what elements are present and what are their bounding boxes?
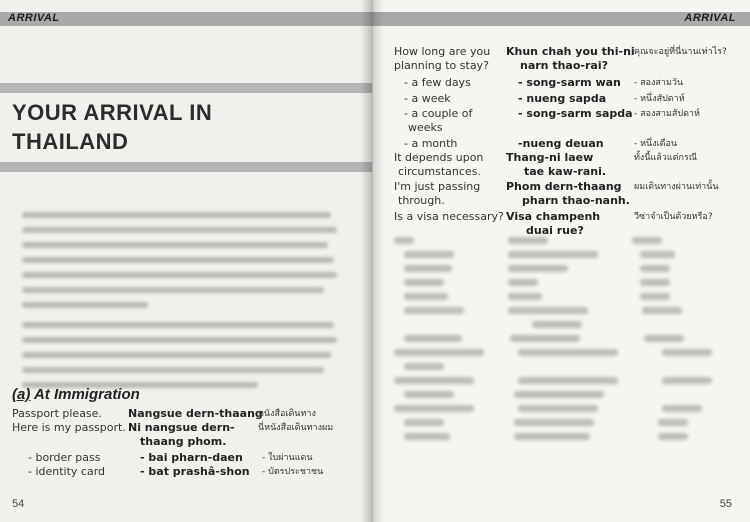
phrase-transliteration: Thang-ni laew	[506, 151, 594, 164]
phrase-english: How long are you	[394, 45, 491, 58]
phrase-row	[28, 464, 105, 480]
page-number: 55	[719, 498, 732, 510]
phrase-transliteration: -nueng deuan	[518, 137, 604, 150]
phrase-row	[634, 150, 697, 166]
phrase-thai-text: ผมเดินทางผ่านเท่านั้น	[634, 182, 719, 192]
phrase-english: - a couple of	[404, 107, 473, 120]
phrase-row	[520, 58, 608, 74]
phrase-transliteration: - song-sarm sapda	[518, 107, 633, 120]
phrase-row	[518, 91, 606, 107]
phrase-row	[634, 179, 719, 195]
page-number: 54	[12, 498, 25, 510]
left-header-label: ARRIVAL	[8, 12, 60, 24]
right-page	[372, 0, 750, 522]
phrase-english: - a few days	[404, 76, 471, 89]
chapter-title-line1: YOUR ARRIVAL IN	[12, 100, 213, 125]
phrase-thai	[258, 420, 333, 436]
phrase-english: through.	[398, 194, 445, 207]
phrase-thai-text: วีซ่าจำเป็นด้วยหรือ?	[634, 212, 713, 222]
section-label: (a)	[12, 386, 31, 403]
title-top-rule	[0, 83, 372, 93]
phrase-row	[522, 193, 630, 209]
chapter-title	[12, 98, 332, 156]
phrase-thai-text: - ใบผ่านแดน	[262, 453, 313, 463]
phrase-row	[634, 91, 685, 107]
phrase-row	[408, 120, 443, 136]
phrase-english: - identity card	[28, 465, 106, 478]
phrase-english: - a week	[404, 92, 451, 105]
phrase-thai-text: - หนึ่งสัปดาห์	[634, 94, 685, 104]
blurred-paragraph	[22, 203, 337, 397]
phrase-transliteration: duai rue?	[526, 224, 584, 237]
phrase-transliteration: Nangsue dern-thaang	[128, 407, 263, 420]
phrase-english: It depends upon	[394, 151, 484, 164]
section-heading	[12, 386, 140, 403]
phrase-row	[404, 75, 471, 91]
phrase-english: Passport please.	[12, 407, 102, 420]
phrase-english: planning to stay?	[394, 59, 489, 72]
phrase-transliteration: tae kaw-rani.	[524, 165, 607, 178]
phrase-english: Here is my passport.	[12, 421, 126, 434]
section-title: At Immigration	[33, 386, 140, 403]
phrase-english: I'm just passing	[394, 180, 481, 193]
phrase-transliteration: Khun chah you thi-ni	[506, 45, 635, 58]
phrase-thai-text: - สองสามวัน	[634, 78, 684, 88]
phrase-transliteration: - bai pharn-daen	[140, 451, 243, 464]
title-bottom-rule	[0, 162, 372, 172]
phrase-row	[398, 164, 481, 180]
book-gutter	[360, 0, 384, 522]
phrase-english: weeks	[408, 121, 443, 134]
phrase-row	[524, 164, 606, 180]
phrase-row	[518, 106, 633, 122]
phrase-row	[398, 193, 445, 209]
phrase-translit	[140, 434, 226, 450]
phrase-row	[634, 209, 713, 225]
phrase-transliteration: Ni nangsue dern-	[128, 421, 235, 434]
phrase-translit	[140, 464, 250, 480]
phrase-thai-text: - บัตรประชาชน	[262, 467, 324, 477]
phrase-row	[634, 106, 700, 122]
phrase-english: - border pass	[28, 451, 101, 464]
phrase-thai-text: คุณจะอยู่ที่นี่นานเท่าไร?	[634, 47, 727, 57]
phrase-row	[634, 44, 727, 60]
phrase-english: circumstances.	[398, 165, 481, 178]
phrase-transliteration: Phom dern-thaang	[506, 180, 622, 193]
phrase-row	[12, 420, 126, 436]
phrase-row	[394, 209, 504, 225]
phrase-row	[394, 58, 489, 74]
left-page	[0, 0, 372, 522]
phrase-row	[518, 75, 621, 91]
phrase-thai-text: นี่หนังสือเดินทางผม	[258, 423, 334, 433]
chapter-title-line2: THAILAND	[12, 129, 129, 154]
phrase-transliteration: - bat prashâ-shon	[140, 465, 250, 478]
right-header-label: ARRIVAL	[684, 12, 736, 24]
phrase-thai-text: หนังสือเดินทาง	[258, 409, 316, 419]
phrase-transliteration: pharn thao-nanh.	[522, 194, 630, 207]
phrase-thai-text: ทั้งนี้แล้วแต่กรณี	[634, 153, 698, 163]
phrase-thai-text: - หนึ่งเดือน	[634, 139, 678, 149]
phrase-english: Is a visa necessary?	[394, 210, 504, 223]
phrase-transliteration: - nueng sapda	[518, 92, 607, 105]
phrase-transliteration: narn thao-rai?	[520, 59, 608, 72]
phrase-row	[634, 75, 683, 91]
phrase-row	[404, 91, 451, 107]
phrase-transliteration: - song-sarm wan	[518, 76, 621, 89]
phrase-thai	[262, 464, 323, 480]
phrase-transliteration: thaang phom.	[140, 435, 227, 448]
phrase-thai-text: - สองสามสัปดาห์	[634, 109, 700, 119]
blurred-phrase-table	[394, 237, 734, 447]
phrase-transliteration: Visa champenh	[506, 210, 601, 223]
phrase-english: - a month	[404, 137, 458, 150]
